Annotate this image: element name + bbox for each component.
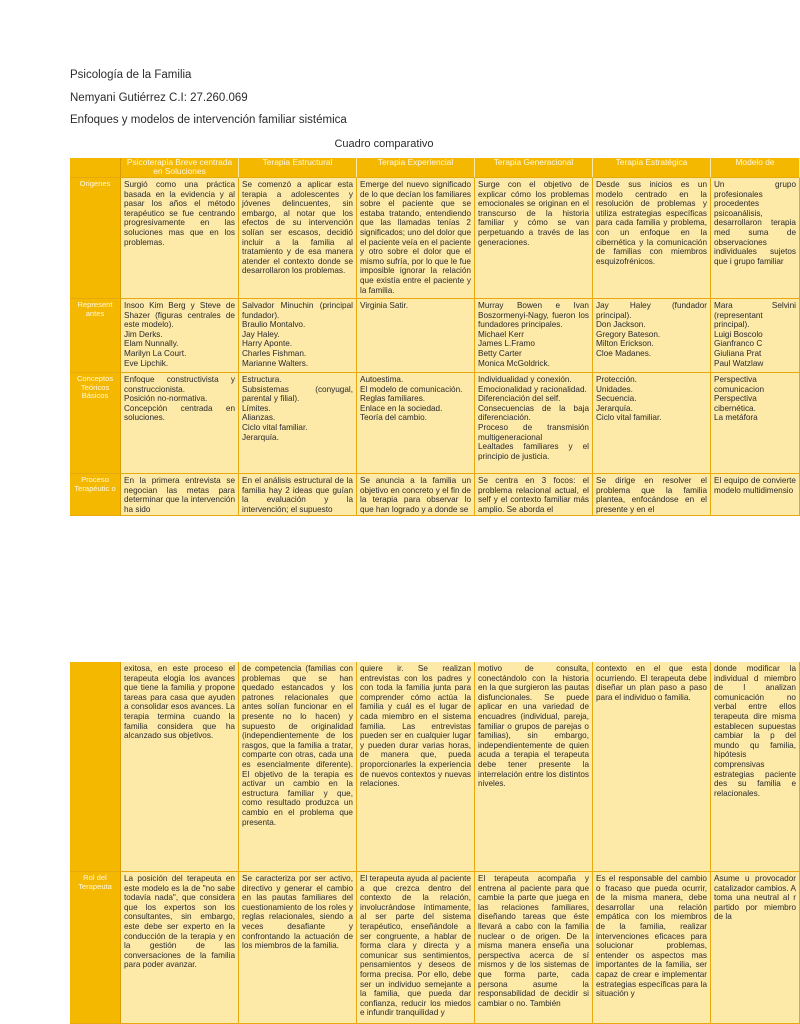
document-heading: Enfoques y modelos de intervención familiar sistémica (70, 114, 347, 126)
comparison-table (70, 158, 800, 516)
table-cell: Asume u provocador catalizador cambios. A toma una neutral al r partido por miembro de la (711, 872, 800, 1024)
row-label: Proceso Terapéutic o (70, 474, 121, 516)
table-cell: Perspectiva comunicacion Perspectiva cibernética. La metáfora (711, 373, 800, 474)
table-cell: Insoo Kim Berg y Steve de Shazer (figuras centrales de este modelo). Jim Derks. Elam Nunnally. Marilyn La Court. Eve Lipchik. (121, 299, 239, 373)
row-label: Rol del Terapeuta (70, 872, 121, 1024)
table-cell: Jay Haley (fundador principal). Don Jackson. Gregory Bateson. Milton Erickson. Cloe Madanes. (593, 299, 711, 373)
row-label: Represent antes (70, 299, 121, 373)
table-cell: motivo de consulta, conectándolo con la historia en la que surgieron las pautas disfuncionales. Se puede aplicar en una variedad de encuadres (individual, pareja, familiar o grupos de parejas o familias), sin embargo, independientemente de quien acuda a terapia el terapeuta debe tener presente la interrelación entre los distintos niveles. (475, 662, 593, 872)
table-cell: Enfoque constructivista y construccionista. Posición no-normativa. Concepción centrada en soluciones. (121, 373, 239, 474)
table-cell: El terapeuta acompaña y entrena al paciente para que cambie la parte que juega en las relaciones familiares, diseñando tareas que éste llevará a cabo con la familia nuclear o de origen. De la misma manera enseña una perspectiva acerca de sí mismos y de los sistemas de que forma parte, cada persona asume la responsabilidad de decidir si cambiar o no. También (475, 872, 593, 1024)
table-cell: Un grupo profesionales procedentes psicoanálisis, desarrollaron terapia med suma de observaciones individuales sujetos que i grupo familiar (711, 178, 800, 299)
table-cell: Surge con el objetivo de explicar cómo los problemas emocionales se originan en el transcurso de la historia familiar y cómo se van perpetuando a través de las generaciones. (475, 178, 593, 299)
table-cell: Se anuncia a la familia un objetivo en concreto y el fin de la terapia para observar lo que han logrado y a donde se (357, 474, 475, 516)
table-cell: El terapeuta ayuda al paciente a que crezca dentro del contexto de la relación, involucrándose íntimamente, al ser parte del sistema terapéutico, enseñándole a ser congruente, a hablar de forma clara y directa y a comunicar sus sentimientos, pensamientos y deseos de forma precisa. Por ello, debe ser un individuo semejante a la familia, que pueda dar confianza, reducir los miedos e infundir tranquilidad y (357, 872, 475, 1024)
table-header-row (70, 158, 800, 178)
table-cell: El equipo de convierte modelo multidimensio (711, 474, 800, 516)
table-cell: Se centra en 3 focos: el problema relacional actual, el self y el contexto familiar más amplio. Se aborda el (475, 474, 593, 516)
table-cell: Es el responsable del cambio o fracaso que pueda ocurrir, de la misma manera, debe desarrollar una relación empática con los miembros de la familia, realizar intervenciones eficaces para solucionar problemas, entender os aspectos mas importantes de la familia, ser capaz de crear e implementar estrategias específicas para la situación y (593, 872, 711, 1024)
header-corner (70, 158, 121, 178)
row-label: Conceptos Teóricos Básicos (70, 373, 121, 474)
header-col-1: Psicoterapia Breve centrada en Soluciones (121, 158, 239, 178)
table-cell: Estructura. Subsistemas (conyugal, parental y filial). Límites. Alianzas. Ciclo vital familiar. Jerarquía. (239, 373, 357, 474)
table-cell: quiere ir. Se realizan entrevistas con los padres y con toda la familia junta para comprender cómo actúa la familia y cuál es el lugar de cada miembro en el sistema familia. Las entrevistas pueden ser en cualquier lugar y pueden durar varias horas, de manera que, pueda proporcionarles la experiencia de nuevos contextos y nuevas relaciones. (357, 662, 475, 872)
table-cell: Murray Bowen e Ivan Boszormenyi-Nagy, fueron los fundadores principales. Michael Kerr James L.Framo Betty Carter Monica McGoldrick. (475, 299, 593, 373)
table-cell: exitosa, en este proceso el terapeuta elogia los avances que tiene la familia y propone tareas para casa que ayuden a consolidar esos avances. La terapia termina cuando la familia considera que ha alcanzado sus objetivos. (121, 662, 239, 872)
table-cell: donde modificar la individual d miembro de l analizan comunicación no verbal entre ellos terapeuta dire misma establecen supuestas cambiar la p del mundo qu familia, hipótesis comprensivas estrategias paciente des su familia e relacionales. (711, 662, 800, 872)
header-col-6: Modelo de (711, 158, 800, 178)
header-col-4: Terapia Generacional (475, 158, 593, 178)
table-cell: Desde sus inicios es un modelo centrado en la resolución de problemas y utiliza estrategias específicas para cada familia y problema, con un enfoque en la cibernética y la comunicación de familias con miembros esquizofrénicos. (593, 178, 711, 299)
table-cell: de competencia (familias con problemas que se han quedado estancados y los patrones relacionales que antes solían funcionar en el presente no lo hacen) y supuesto de originalidad (independientemente de los rasgos, que la familia a tratar, comparte con otras, cada una es esencialmente diferente). El objetivo de la terapia es activar un cambio en la estructura familiar y que, como resultado produzca un cambio en el problema que presenta. (239, 662, 357, 872)
table-row (70, 474, 800, 516)
table-cell: Individualidad y conexión. Emocionalidad y racionalidad. Diferenciación del self. Consecuencias de la baja diferenciación. Proceso de transmisión multigeneracional Lealtades familiares y el principio de justicia. (475, 373, 593, 474)
table-row (70, 872, 800, 1024)
table-cell: En la primera entrevista se negocian las metas para determinar que la intervención ha sido (121, 474, 239, 516)
table-row (70, 178, 800, 299)
table-cell: En el análisis estructural de la familia hay 2 ideas que guían la evaluación y la intervención; el supuesto (239, 474, 357, 516)
table-row (70, 662, 800, 872)
table-cell: Se dirige en resolver el problema que la familia plantea, enfocándose en el presente y en el (593, 474, 711, 516)
header-col-5: Terapia Estratégica (593, 158, 711, 178)
table-cell: Surgió como una práctica basada en la evidencia y al pasar los años el método terapéutico se fue centrando progresivamente en las soluciones mas que en los problemas. (121, 178, 239, 299)
header-col-3: Terapia Experiencial (357, 158, 475, 178)
table-cell: Autoestima. El modelo de comunicación. Reglas familiares. Enlace en la sociedad. Teoría del cambio. (357, 373, 475, 474)
row-label: Origenes (70, 178, 121, 299)
table-cell: Se comenzó a aplicar esta terapia a adolescentes y jóvenes delincuentes, sin embargo, al notar que los efectos de su intervención solían ser escasos, decidió incluir a la familia al tratamiento y de esa manera atender el contexto donde se desarrollaron los problemas. (239, 178, 357, 299)
table-cell: Mara Selvini (representant principal). Luigi Boscolo Gianfranco C Giuliana Prat Paul Watzlaw (711, 299, 800, 373)
student-name: Nemyani Gutiérrez C.I: 27.260.069 (70, 92, 248, 104)
table-cell: Se caracteriza por ser activo, directivo y generar el cambio en las pautas familiares del cuestionamiento de los roles y reglas relacionales, siendo a veces desafiante y confrontando la actuación de los miembros de la familia. (239, 872, 357, 1024)
table-cell: La posición del terapeuta en este modelo es la de "no sabe todavía nada", que considera que los expertos son los consultantes, sin embargo, este debe ser experto en la conducción de la terapia y en la gestión de las conversaciones de la familia para poder avanzar. (121, 872, 239, 1024)
header-col-2: Terapia Estructural (239, 158, 357, 178)
table-cell: Protección. Unidades. Secuencia. Jerarquía. Ciclo vital familiar. (593, 373, 711, 474)
table-title: Cuadro comparativo (334, 138, 434, 150)
table-cell: Salvador Minuchin (principal fundador). Braulio Montalvo. Jay Haley. Harry Aponte. Charles Fishman. Marianne Walters. (239, 299, 357, 373)
table-cell: contexto en el que esta ocurriendo. El terapeuta debe diseñar un plan paso a paso para el individuo o familia. (593, 662, 711, 872)
subject-title: Psicología de la Familia (70, 69, 192, 81)
comparison-table-continued (70, 662, 800, 1024)
table-cell: Virginia Satir. (357, 299, 475, 373)
row-label (70, 662, 121, 872)
table-cell: Emerge del nuevo significado de lo que decían los familiares sobre el paciente que se estaba tratando, entendiendo que las llamadas tenías 2 significados; uno del dolor que el paciente veía en el paciente y otro sobre el dolor que el mismo sufría, por lo que le fue imposible ignorar la relación que existía entre el paciente y la familia. (357, 178, 475, 299)
table-row (70, 373, 800, 474)
table-row (70, 299, 800, 373)
